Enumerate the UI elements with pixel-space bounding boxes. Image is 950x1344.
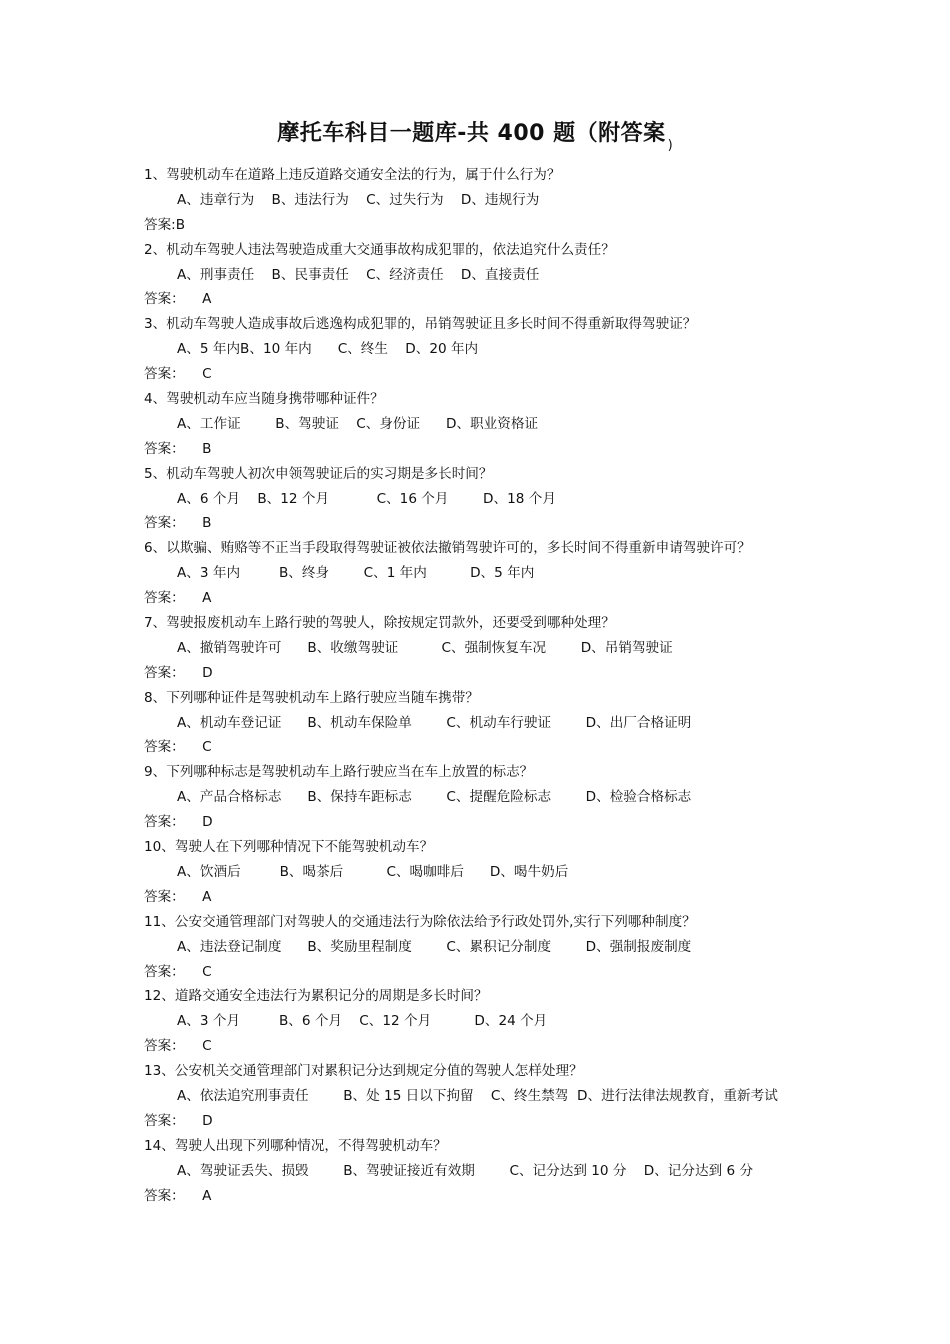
question-answer: 答案： C [144, 963, 212, 980]
document-title: 摩托车科目一题库-共 400 题（附答案 [277, 121, 666, 146]
question-answer: 答案： B [144, 440, 212, 457]
question-item [0, 910, 950, 985]
question-options: A、违法登记制度 B、奖励里程制度 C、累积记分制度 D、强制报废制度 [177, 938, 692, 955]
question-text: 9、下列哪种标志是驾驶机动车上路行驶应当在车上放置的标志？ [144, 764, 534, 781]
question-item [0, 611, 950, 686]
question-item [0, 462, 950, 537]
question-options: A、6 个月 B、12 个月 C、16 个月 D、18 个月 [177, 490, 556, 507]
question-answer: 答案： D [144, 814, 213, 831]
question-item [0, 238, 950, 313]
question-item [0, 1059, 950, 1134]
question-options: A、饮酒后 B、喝茶后 C、喝咖啡后 D、喝牛奶后 [177, 863, 569, 880]
question-options: A、机动车登记证 B、机动车保险单 C、机动车行驶证 D、出厂合格证明 [177, 714, 692, 731]
question-text: 1、驾驶机动车在道路上违反道路交通安全法的行为，属于什么行为？ [144, 167, 561, 183]
question-item [0, 835, 950, 910]
question-item [0, 312, 950, 387]
question-answer: 答案： A [144, 590, 212, 607]
question-text: 5、机动车驾驶人初次申领驾驶证后的实习期是多长时间？ [144, 465, 493, 482]
question-item [0, 686, 950, 761]
question-item [0, 536, 950, 611]
question-options: A、3 个月 B、6 个月 C、12 个月 D、24 个月 [177, 1013, 548, 1030]
question-text: 2、机动车驾驶人违法驾驶造成重大交通事故构成犯罪的，依法追究什么责任？ [144, 241, 615, 258]
question-text: 7、驾驶报废机动车上路行驶的驾驶人，除按规定罚款外，还要受到哪种处理？ [144, 615, 615, 632]
question-item [0, 387, 950, 462]
question-item [0, 1134, 950, 1209]
question-text: 8、下列哪种证件是驾驶机动车上路行驶应当随车携带？ [144, 689, 479, 706]
question-answer: 答案： B [144, 515, 212, 532]
question-item [0, 163, 950, 238]
question-options: A、5 年内B、10 年内 C、终生 D、20 年内 [177, 341, 479, 358]
title-closing-paren: ) [667, 138, 673, 153]
question-text: 14、驾驶人出现下列哪种情况，不得驾驶机动车？ [144, 1137, 447, 1154]
question-answer: 答案:B [144, 216, 186, 233]
question-options: A、产品合格标志 B、保持车距标志 C、提醒危险标志 D、检验合格标志 [177, 789, 692, 806]
question-options: A、工作证 B、驾驶证 C、身份证 D、职业资格证 [177, 415, 539, 432]
question-text: 10、驾驶人在下列哪种情况下不能驾驶机动车？ [144, 839, 434, 856]
question-text: 3、机动车驾驶人造成事故后逃逸构成犯罪的，吊销驾驶证且多长时间不得重新取得驾驶证？ [144, 316, 697, 333]
question-answer: 答案： D [144, 1112, 213, 1129]
document-title-block [0, 116, 950, 153]
question-item [0, 984, 950, 1059]
question-text: 13、公安机关交通管理部门对累积记分达到规定分值的驾驶人怎样处理？ [144, 1063, 583, 1080]
question-options: A、违章行为 B、违法行为 C、过失行为 D、违规行为 [177, 191, 540, 208]
question-text: 12、道路交通安全违法行为累积记分的周期是多长时间？ [144, 988, 488, 1005]
question-options: A、驾驶证丢失、损毁 B、驾驶证接近有效期 C、记分达到 10 分 D、记分达到 6 分 [177, 1162, 754, 1179]
question-answer: 答案： D [144, 664, 213, 681]
question-answer: 答案： A [144, 291, 212, 308]
question-text: 6、以欺骗、贿赂等不正当手段取得驾驶证被依法撤销驾驶许可的，多长时间不得重新申请驾驶许可？ [144, 540, 751, 557]
question-options: A、3 年内 B、终身 C、1 年内 D、5 年内 [177, 565, 535, 582]
question-answer: 答案： A [144, 888, 212, 905]
question-answer: 答案： C [144, 1038, 212, 1055]
question-text: 11、公安交通管理部门对驾驶人的交通违法行为除依法给予行政处罚外,实行下列哪种制度？ [144, 913, 696, 930]
question-item [0, 760, 950, 835]
question-answer: 答案： A [144, 1187, 212, 1204]
question-options: A、撤销驾驶许可 B、收缴驾驶证 C、强制恢复车况 D、吊销驾驶证 [177, 639, 673, 656]
question-options: A、刑事责任 B、民事责任 C、经济责任 D、直接责任 [177, 266, 540, 283]
question-text: 4、驾驶机动车应当随身携带哪种证件？ [144, 391, 384, 408]
question-answer: 答案： C [144, 739, 212, 756]
question-answer: 答案： C [144, 366, 212, 383]
question-list [0, 163, 950, 1208]
question-options: A、依法追究刑事责任 B、处 15 日以下拘留 C、终生禁驾 D、进行法律法规教育，重新考试 [177, 1087, 778, 1104]
